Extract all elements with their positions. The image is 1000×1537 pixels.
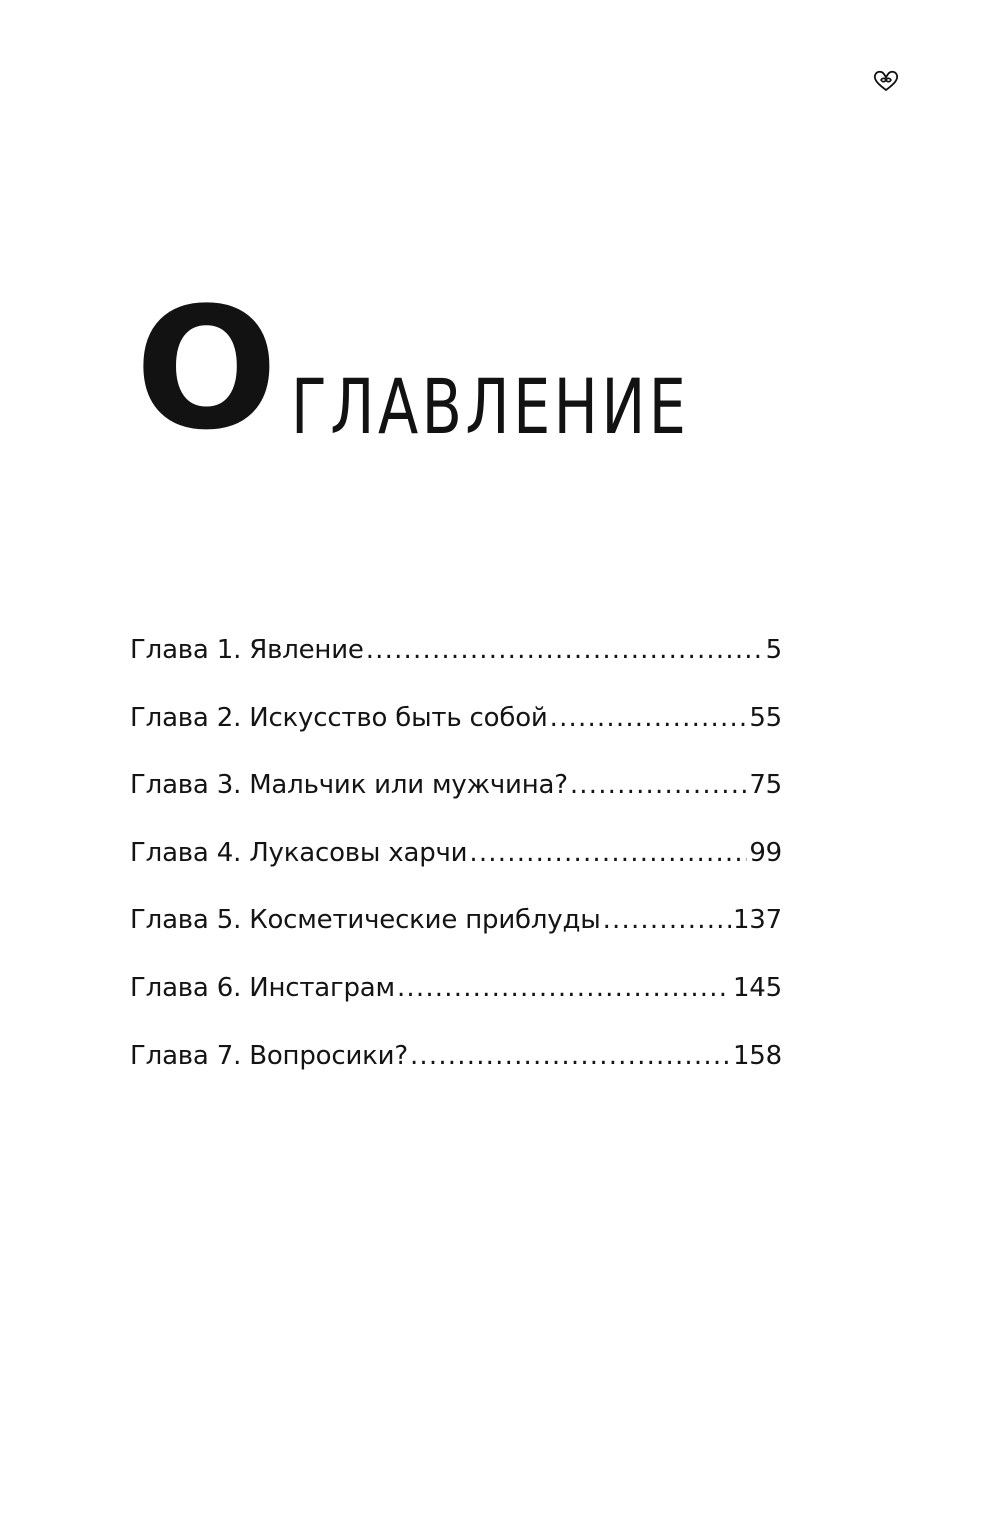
toc-entry-page: 145 bbox=[732, 972, 782, 1003]
toc-entry-page: 55 bbox=[749, 702, 782, 733]
toc-entry-chapter-7[interactable] bbox=[130, 1036, 782, 1104]
toc-entry-label: Глава 6. Инстаграм bbox=[130, 972, 395, 1003]
toc-entry-page: 75 bbox=[749, 770, 782, 801]
title-rest-text: ГЛАВЛЕНИЕ bbox=[291, 362, 690, 451]
toc-entry-label: Глава 7. Вопросики? bbox=[130, 1040, 408, 1071]
toc-entry-page: 99 bbox=[749, 837, 782, 868]
toc-entry-label: Глава 4. Лукасовы харчи bbox=[130, 837, 468, 868]
toc-entry-label: Глава 2. Искусство быть собой bbox=[130, 702, 548, 733]
toc-dot-leader bbox=[410, 1036, 731, 1076]
toc-entry-chapter-3[interactable] bbox=[130, 765, 782, 833]
toc-entry-page: 5 bbox=[765, 635, 782, 665]
toc-entry-chapter-2[interactable] bbox=[130, 698, 782, 766]
title-initial-letter: О bbox=[135, 271, 278, 467]
table-of-contents bbox=[130, 630, 782, 1103]
toc-dot-leader bbox=[469, 833, 747, 873]
toc-entry-label: Глава 1. Явление bbox=[130, 635, 364, 665]
toc-entry-label: Глава 3. Мальчик или мужчина? bbox=[130, 770, 568, 801]
toc-entry-label: Глава 5. Косметические приблуды bbox=[130, 905, 601, 936]
toc-dot-leader bbox=[366, 630, 764, 670]
toc-entry-page: 137 bbox=[732, 905, 782, 936]
toc-entry-chapter-5[interactable] bbox=[130, 900, 782, 968]
toc-entry-chapter-1[interactable] bbox=[130, 630, 782, 698]
toc-entry-chapter-6[interactable] bbox=[130, 968, 782, 1036]
toc-dot-leader bbox=[603, 900, 731, 940]
page-title bbox=[135, 271, 835, 467]
heart-infinity-icon bbox=[872, 68, 900, 94]
toc-dot-leader bbox=[570, 765, 747, 805]
toc-dot-leader bbox=[397, 968, 731, 1008]
toc-entry-page: 158 bbox=[732, 1040, 782, 1071]
toc-dot-leader bbox=[550, 698, 748, 738]
toc-entry-chapter-4[interactable] bbox=[130, 833, 782, 901]
